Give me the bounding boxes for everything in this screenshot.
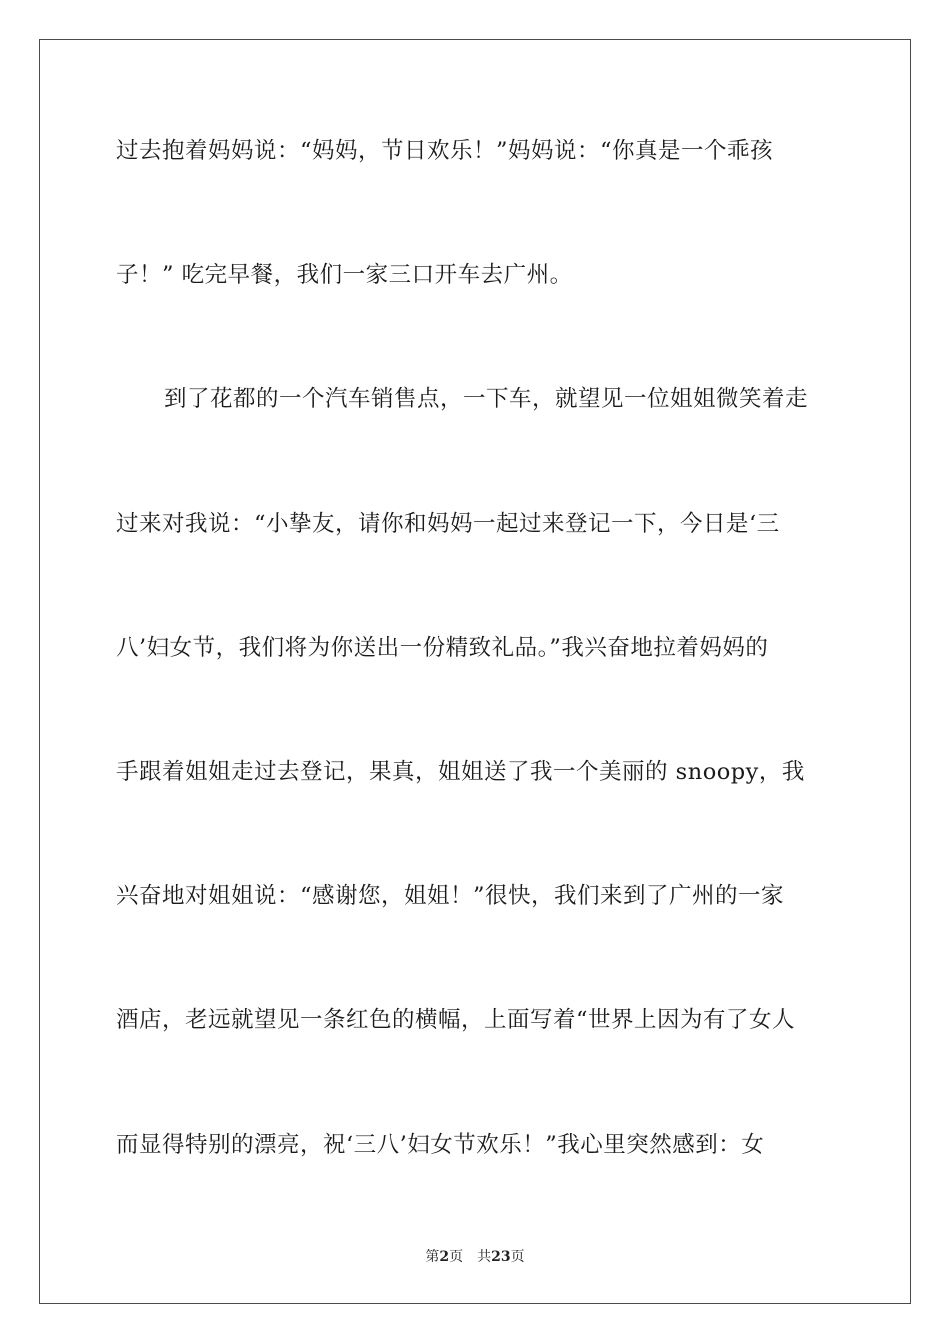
paragraph-start-line: 到了花都的一个汽车销售点，一下车，就望见一位姐姐微笑着走 — [164, 386, 809, 413]
text-line: 手跟着姐姐走过去登记，果真，姐姐送了我一个美丽的 snoopy，我 — [116, 758, 805, 785]
page-footer — [0, 1247, 950, 1267]
text-line: 子！” 吃完早餐，我们一家三口开车去广州。 — [116, 262, 573, 289]
document-body — [116, 124, 836, 1242]
page-suffix: 页 — [449, 1249, 464, 1265]
page-prefix: 第 — [425, 1249, 440, 1265]
text-line: 酒店，老远就望见一条红色的横幅，上面写着“世界上因为有了女人 — [116, 1007, 796, 1034]
text-line: 八’妇女节，我们将为你送出一份精致礼品。”我兴奋地拉着妈妈的 — [116, 634, 769, 661]
text-line: 兴奋地对姐姐说：“感谢您，姐姐！”很快，我们来到了广州的一家 — [116, 883, 785, 910]
total-prefix: 共 — [477, 1249, 492, 1265]
total-suffix: 页 — [510, 1249, 525, 1265]
text-line: 而显得特别的漂亮，祝‘三八’妇女节欢乐！”我心里突然感到：女 — [116, 1131, 765, 1158]
total-pages: 23 — [491, 1249, 511, 1265]
page-number: 2 — [439, 1249, 450, 1265]
text-line: 过去抱着妈妈说：“妈妈，节日欢乐！”妈妈说：“你真是一个乖孩 — [116, 138, 774, 164]
text-line: 过来对我说：“小挚友，请你和妈妈一起过来登记一下，今日是‘三 — [116, 510, 780, 537]
